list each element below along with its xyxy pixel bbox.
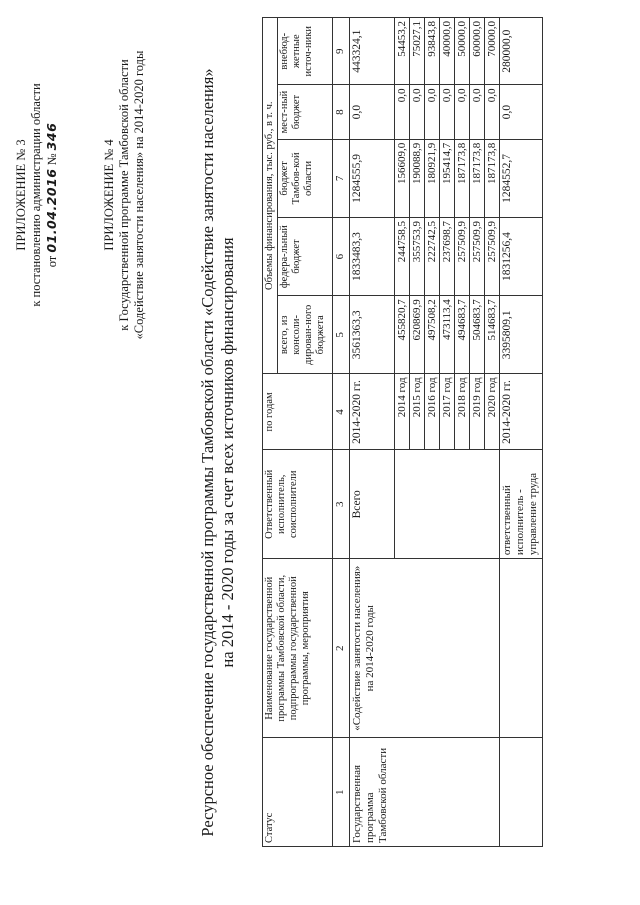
table-header-row <box>263 18 278 847</box>
title-line-2: на 2014 - 2020 годы за счет всех источников финансирования <box>218 237 237 668</box>
program-total-row <box>350 18 395 847</box>
program-total: 3561363,3 <box>350 296 395 374</box>
year-row: 2018 год 494683,7 257509,9 187173,8 0,0 50000,0 <box>455 18 470 847</box>
year-row: 2017 год 473113,4 237698,7 195414,7 0,0 40000,0 <box>440 18 455 847</box>
appendix-3-header <box>14 5 60 385</box>
col-number: 3 <box>333 450 350 559</box>
appendix-4-title: ПРИЛОЖЕНИЕ № 4 <box>102 139 116 251</box>
appendix-4-line3: «Содействие занятости населения» на 2014-2020 годы <box>132 50 146 340</box>
col-years-header: по годам <box>263 374 333 450</box>
col-executor-header: Ответственный исполнитель, соисполнители <box>263 450 333 559</box>
col-extra-header: внебюд-жетные источ-ники <box>278 18 333 85</box>
responsible-extra: 280000,0 <box>500 18 543 85</box>
col-number: 5 <box>333 296 350 374</box>
funding-group-header: Объемы финансирования, тыс. руб., в т. ч. <box>263 18 278 374</box>
program-federal: 1833483,3 <box>350 217 395 295</box>
title-line-1: Ресурсное обеспечение государственной программы Тамбовской области «Содействие занятости населения» <box>198 68 217 837</box>
funding-table <box>262 17 543 847</box>
col-status-header: Статус <box>263 738 333 847</box>
col-regional-header: бюджет Тамбов-кой области <box>278 139 333 217</box>
year-row: 2016 год 497508,2 222742,5 180921,9 0,0 93843,8 <box>425 18 440 847</box>
column-number-row <box>333 18 350 847</box>
program-status: Государственная программа Тамбовской области <box>350 738 500 847</box>
years-executor-blank <box>395 450 500 559</box>
program-local: 0,0 <box>350 85 395 139</box>
col-federal-header: федера-льный бюджет <box>278 217 333 295</box>
responsible-local: 0,0 <box>500 85 543 139</box>
appendix-3-subtitle: к постановлению администрации области <box>29 83 43 307</box>
appendix-4-header <box>102 5 147 385</box>
appendix-3-date-line: от 01.04.2016 № 346 <box>44 122 59 268</box>
col-number: 1 <box>333 738 350 847</box>
program-executor: Всего <box>350 450 395 559</box>
responsible-period: 2014-2020 гг. <box>500 374 543 450</box>
responsible-total: 3395809,1 <box>500 296 543 374</box>
handwritten-date: 01.04.2016 <box>44 168 59 253</box>
year-row: 2014 год 455820,7 244758,5 156609,0 0,0 54453,2 <box>395 18 410 847</box>
col-total-header: всего, из консоли-дирован-ного бюджета <box>278 296 333 374</box>
col-number: 9 <box>333 18 350 85</box>
program-regional: 1284555,9 <box>350 139 395 217</box>
col-number: 4 <box>333 374 350 450</box>
responsible-regional: 1284552,7 <box>500 139 543 217</box>
year-row: 2015 год 620869,9 355753,9 190088,9 0,0 75027,1 <box>410 18 425 847</box>
col-number: 7 <box>333 139 350 217</box>
col-number: 2 <box>333 559 350 738</box>
appendix-4-line2: к Государственной программе Тамбовской области <box>117 59 131 331</box>
program-period: 2014-2020 гг. <box>350 374 395 450</box>
col-number: 6 <box>333 217 350 295</box>
responsible-status-blank <box>500 738 543 847</box>
col-local-header: мест-ный бюджет <box>278 85 333 139</box>
responsible-executor-row <box>500 18 543 847</box>
handwritten-number: 346 <box>44 122 59 151</box>
program-name: «Содействие занятости населения» на 2014-2020 годы <box>350 559 500 738</box>
col-name-header: Наименование государственной программы Тамбовской области, подпрограммы государственной программы, мероприятия <box>263 559 333 738</box>
program-extra: 443324,1 <box>350 18 395 85</box>
year-row: 2019 год 504683,7 257509,9 187173,8 0,0 60000,0 <box>470 18 485 847</box>
document-title <box>198 30 238 875</box>
responsible-executor: ответственный исполнитель - управление труда <box>500 450 543 559</box>
responsible-federal: 1831256,4 <box>500 217 543 295</box>
col-number: 8 <box>333 85 350 139</box>
year-row: 2020 год 514683,7 257509,9 187173,8 0,0 70000,0 <box>485 18 500 847</box>
responsible-name-blank <box>500 559 543 738</box>
appendix-3-title: ПРИЛОЖЕНИЕ № 3 <box>14 139 28 251</box>
